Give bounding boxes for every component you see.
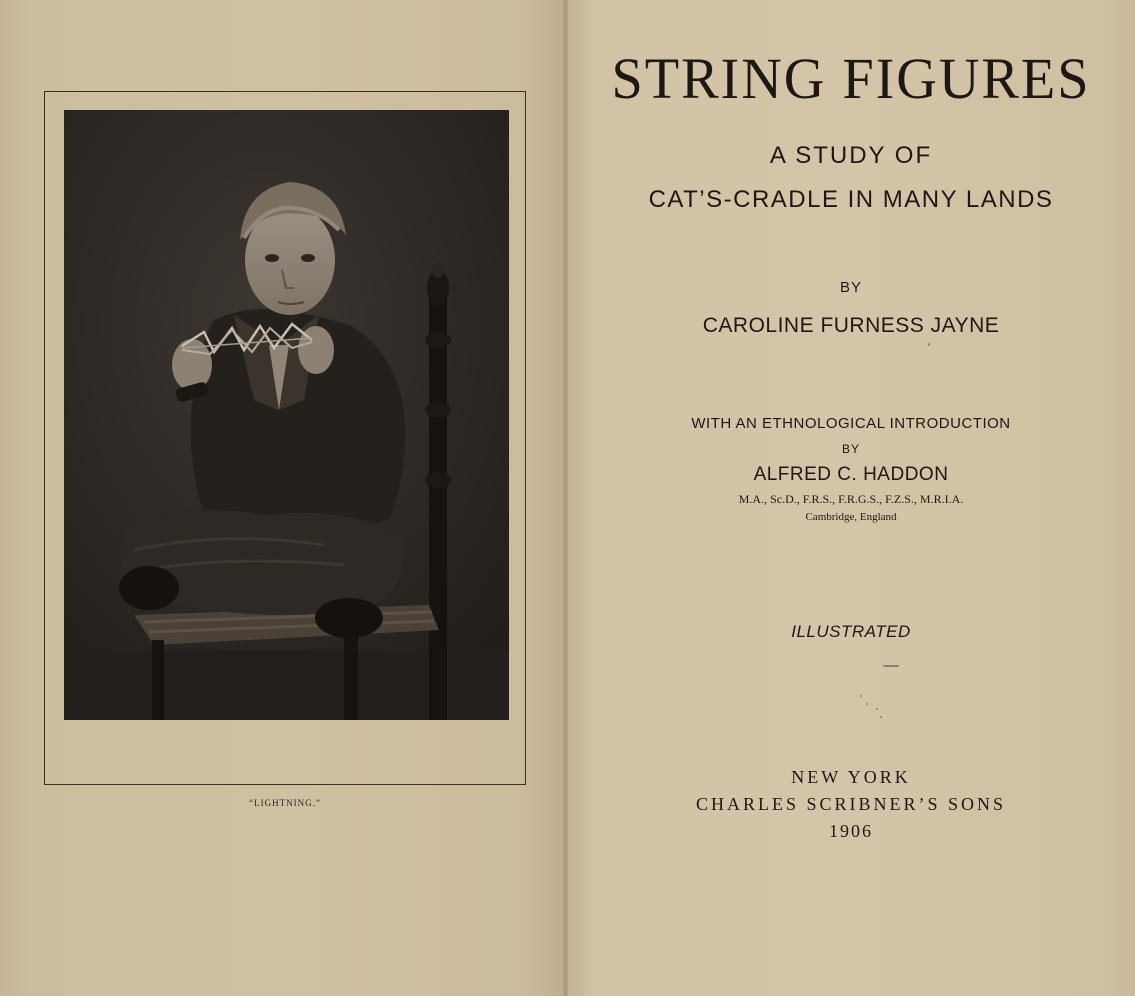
ink-speck [866,703,868,705]
publication-year: 1906 [829,821,873,841]
frontispiece-photo [64,110,509,720]
author-name: CAROLINE FURNESS JAYNE [702,314,1000,337]
introduction-author: ALFRED C. HADDON [753,464,949,485]
subtitle-line2: CAT’S-CRADLE IN MANY LANDS [648,186,1054,213]
ink-speck [876,708,878,710]
book-title: STRING FIGURES [611,46,1091,111]
publisher-name: CHARLES SCRIBNER’S SONS [695,794,1007,814]
ink-speck [880,716,882,718]
publisher-city: NEW YORK [791,767,911,787]
boy-with-string-figure-photo [64,110,509,720]
author-affiliation: Cambridge, England [805,511,897,523]
introduction-by-label: BY [841,442,860,456]
introduction-line: WITH AN ETHNOLOGICAL INTRODUCTION [691,415,1011,432]
ink-speck [883,665,899,667]
frontispiece-caption: “LIGHTNING.” [249,798,321,808]
ink-speck [928,343,930,346]
subtitle-line1: A STUDY OF [769,142,933,169]
ink-speck [860,695,862,697]
illustrated-label: ILLUSTRATED [791,622,911,641]
by-label: BY [839,279,862,296]
author-degrees: M.A., Sc.D., F.R.S., F.R.G.S., F.Z.S., M.R.I.A. [738,492,964,506]
